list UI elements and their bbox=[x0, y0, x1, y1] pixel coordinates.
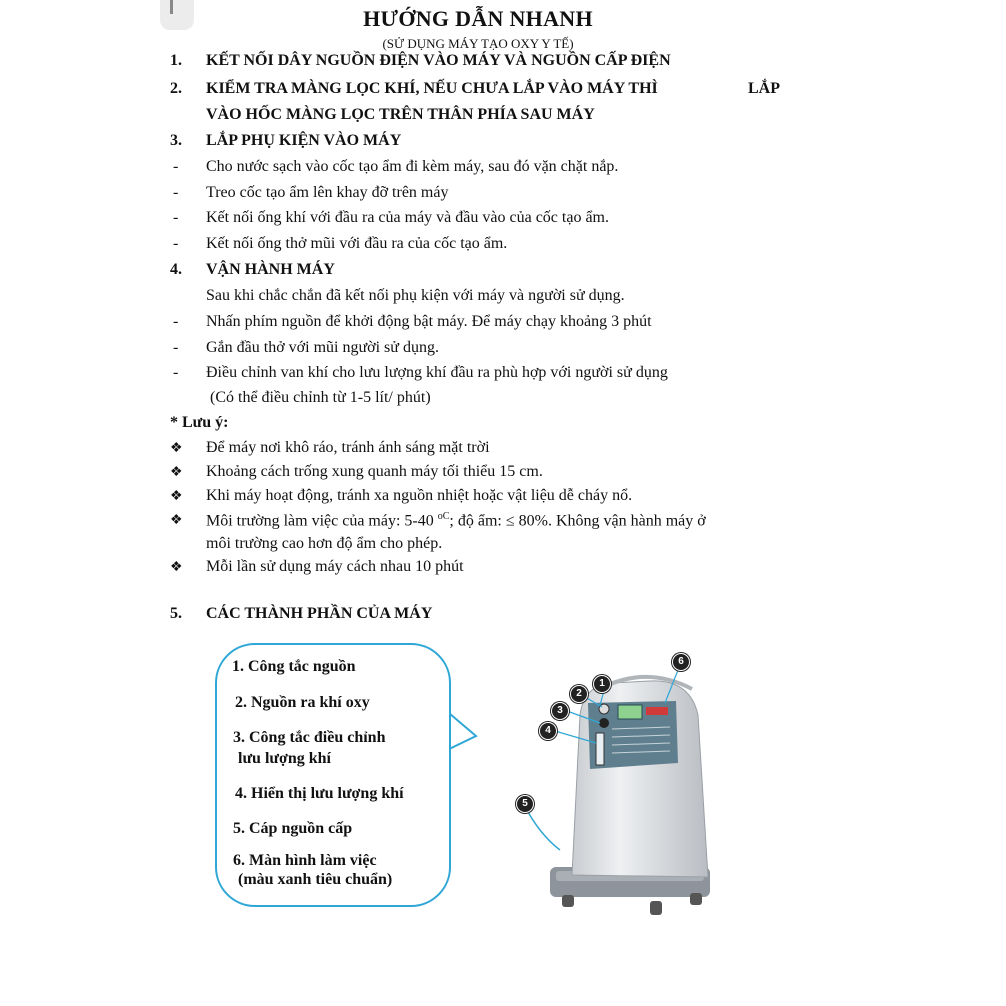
step-3-item: Kết nối ống thở mũi với đầu ra của cốc tạo ẩm. bbox=[206, 235, 508, 252]
display-screen bbox=[618, 705, 642, 719]
dash-bullet: - bbox=[173, 339, 179, 356]
oxygen-concentrator-illustration bbox=[500, 645, 730, 935]
step-2-number: 2. bbox=[170, 80, 182, 97]
step-3-title: LẮP PHỤ KIỆN VÀO MÁY bbox=[206, 132, 402, 149]
bubble-tail-mask bbox=[440, 708, 448, 754]
marker-5: 5 bbox=[516, 795, 534, 813]
notes-heading: * Lưu ý: bbox=[170, 414, 229, 431]
dash-bullet: - bbox=[173, 364, 179, 381]
step-4-title: VẬN HÀNH MÁY bbox=[206, 261, 335, 278]
flow-knob-icon bbox=[599, 718, 609, 728]
logo-badge bbox=[646, 707, 668, 715]
component-item: 2. Nguồn ra khí oxy bbox=[235, 694, 370, 711]
marker-1: 1 bbox=[593, 675, 611, 693]
dash-bullet: - bbox=[173, 313, 179, 330]
note-item: Khoảng cách trống xung quanh máy tối thiểu 15 cm. bbox=[206, 463, 543, 480]
step-4-intro: Sau khi chắc chắn đã kết nối phụ kiện với máy và người sử dụng. bbox=[206, 287, 625, 304]
marker-2: 2 bbox=[570, 685, 588, 703]
component-item: 3. Công tắc điều chỉnh bbox=[233, 729, 386, 746]
note-environment bbox=[206, 511, 706, 530]
note-item: Mỗi lần sử dụng máy cách nhau 10 phút bbox=[206, 558, 464, 575]
page-subtitle: (SỬ DỤNG MÁY TẠO OXY Y TẾ) bbox=[382, 36, 574, 51]
marker-4: 4 bbox=[539, 722, 557, 740]
step-3-item: Treo cốc tạo ẩm lên khay đỡ trên máy bbox=[206, 184, 449, 201]
diamond-bullet-icon: ❖ bbox=[170, 489, 183, 504]
step-5-title: CÁC THÀNH PHẦN CỦA MÁY bbox=[206, 605, 433, 622]
diamond-bullet-icon: ❖ bbox=[170, 560, 183, 575]
note-environment-post: ; độ ẩm: ≤ 80%. Không vận hành máy ở bbox=[449, 512, 706, 530]
step-4-item: Điều chỉnh van khí cho lưu lượng khí đầu ra phù hợp với người sử dụng bbox=[206, 364, 668, 381]
component-item: (màu xanh tiêu chuẩn) bbox=[238, 871, 393, 888]
step-2-title-line1-end: LẮP bbox=[748, 80, 780, 97]
note-item: Để máy nơi khô ráo, tránh ánh sáng mặt trời bbox=[206, 439, 490, 456]
wheel-icon bbox=[690, 893, 702, 905]
step-1-title: KẾT NỐI DÂY NGUỒN ĐIỆN VÀO MÁY VÀ NGUỒN CẤP ĐIỆN bbox=[206, 52, 671, 69]
component-item: 6. Màn hình làm việc bbox=[233, 852, 377, 869]
note-item: Khi máy hoạt động, tránh xa nguồn nhiệt hoặc vật liệu dễ cháy nổ. bbox=[206, 487, 633, 504]
step-1-number: 1. bbox=[170, 52, 182, 69]
component-item: lưu lượng khí bbox=[238, 750, 331, 767]
diamond-bullet-icon: ❖ bbox=[170, 465, 183, 480]
note-environment-line2: môi trường cao hơn độ ẩm cho phép. bbox=[206, 535, 443, 552]
step-3-number: 3. bbox=[170, 132, 182, 149]
component-item: 1. Công tắc nguồn bbox=[232, 658, 356, 675]
step-3-item: Cho nước sạch vào cốc tạo ẩm đi kèm máy, sau đó vặn chặt nắp. bbox=[206, 158, 619, 175]
step-4-note: (Có thể điều chỉnh từ 1-5 lít/ phút) bbox=[210, 389, 431, 406]
step-5-number: 5. bbox=[170, 605, 182, 622]
dash-bullet: - bbox=[173, 235, 179, 252]
degree-unit: oC bbox=[437, 511, 450, 522]
dash-bullet: - bbox=[173, 184, 179, 201]
diamond-bullet-icon: ❖ bbox=[170, 513, 183, 528]
note-environment-pre: Môi trường làm việc của máy: 5-40 bbox=[206, 512, 438, 530]
component-item: 4. Hiển thị lưu lượng khí bbox=[235, 785, 404, 802]
step-3-item: Kết nối ống khí với đầu ra của máy và đầu vào của cốc tạo ẩm. bbox=[206, 209, 609, 226]
marker-6: 6 bbox=[672, 653, 690, 671]
diamond-bullet-icon: ❖ bbox=[170, 441, 183, 456]
dash-bullet: - bbox=[173, 209, 179, 226]
step-2-title-line2: VÀO HỐC MÀNG LỌC TRÊN THÂN PHÍA SAU MÁY bbox=[206, 106, 595, 123]
page-title: HƯỚNG DẪN NHANH bbox=[363, 6, 593, 31]
step-4-item: Gắn đầu thở với mũi người sử dụng. bbox=[206, 339, 439, 356]
step-4-item: Nhấn phím nguồn để khởi động bật máy. Để máy chạy khoảng 3 phút bbox=[206, 313, 652, 330]
wheel-icon bbox=[650, 901, 662, 915]
component-item: 5. Cáp nguồn cấp bbox=[233, 820, 353, 837]
dash-bullet: - bbox=[173, 158, 179, 175]
flowmeter-tube bbox=[596, 733, 604, 765]
wheel-icon bbox=[562, 895, 574, 907]
step-2-title-line1: KIỂM TRA MÀNG LỌC KHÍ, NẾU CHƯA LẮP VÀO MÁY THÌ bbox=[206, 80, 658, 97]
step-4-number: 4. bbox=[170, 261, 182, 278]
marker-3: 3 bbox=[551, 702, 569, 720]
